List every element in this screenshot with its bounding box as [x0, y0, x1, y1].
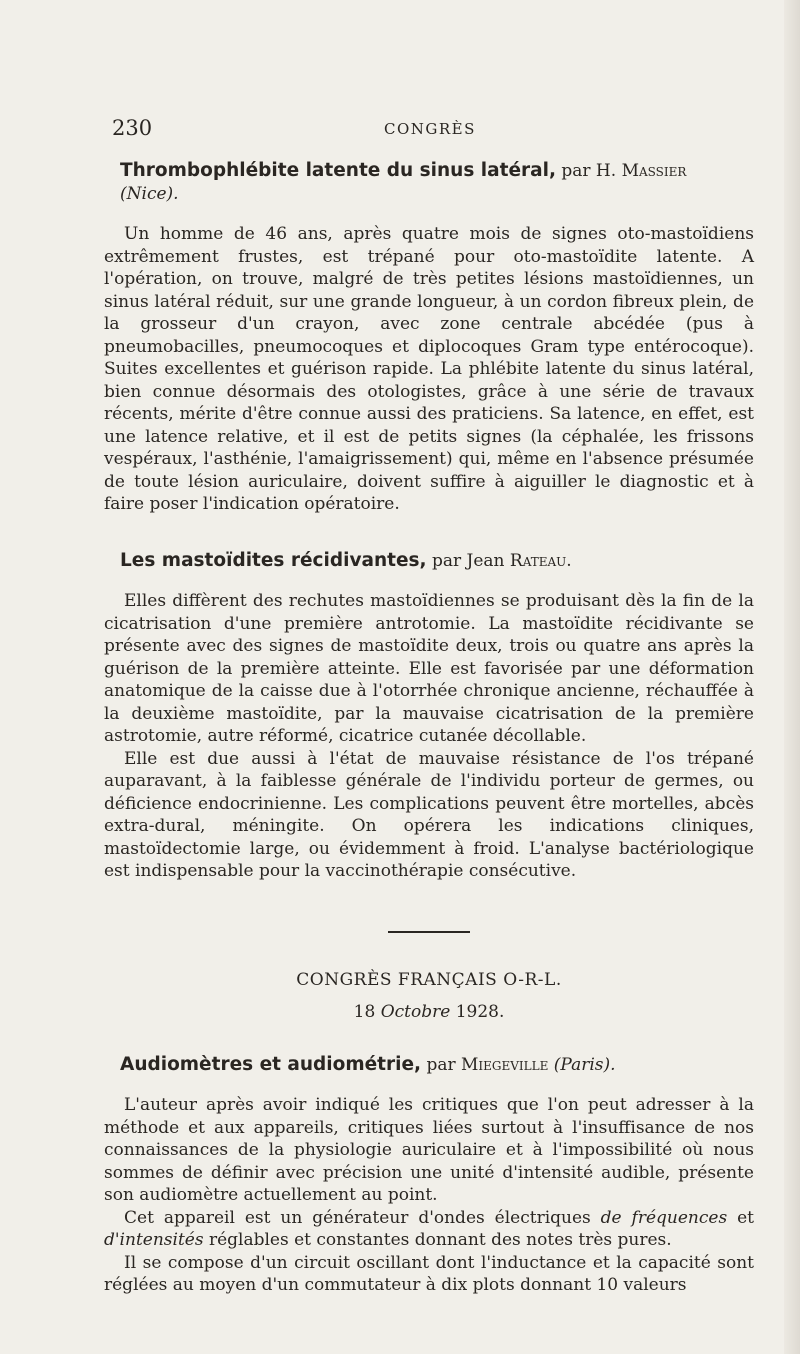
- article-paragraph: L'auteur après avoir indiqué les critiques que l'on peut adresser à la méthode et aux appareils, critiques liées surtout à l'insuffisance de nos connaissances de la physiologie auriculaire et à l'impossibilité où nous sommes de définir avec précision une unité d'intensité audible, présente son audiomètre actuellement au point.: [104, 1095, 754, 1205]
- author-name: Miegeville: [461, 1054, 549, 1075]
- article-mastoidites: [104, 550, 754, 883]
- byline-prefix: par H.: [555, 161, 622, 181]
- date-year: 1928.: [455, 1002, 505, 1022]
- article-title: [120, 550, 754, 573]
- congress-heading: CONGRÈS FRANÇAIS O-R-L.: [296, 969, 562, 990]
- paragraph-text: et: [727, 1207, 754, 1228]
- article-paragraph: Elles diffèrent des rechutes mastoïdiennes se produisant dès la fin de la cicatrisation d'une première antrotomie. La mastoïdite récidivante se présente avec des signes de mastoïdite deux, trois ou quatre ans après la guérison de la première atteinte. Elle est favorisée par une déformation anatomique de la caisse due à l'otorrhée chronique ancienne, réchauffée à la deuxième mastoïdite, par la mauvaise cicatrisation de la première astrotomie, autre réformé, cicatrice cutanée décollable.: [104, 591, 754, 746]
- author-place: (Nice).: [120, 183, 179, 204]
- author-name: Rateau.: [509, 550, 572, 571]
- paragraph-text: Cet appareil est un générateur d'ondes électriques: [124, 1207, 601, 1228]
- section-divider: [388, 931, 470, 933]
- paragraph-text: réglables et constantes donnant des notes très pures.: [203, 1230, 672, 1250]
- running-header: [112, 116, 752, 144]
- running-title: CONGRÈS: [384, 120, 476, 138]
- article-audiometres: [104, 1054, 754, 1297]
- emphasis-frequences: de fréquences: [600, 1207, 728, 1228]
- article-thrombophlebite: [104, 160, 754, 516]
- article-paragraph: [104, 1207, 754, 1252]
- page-edge-shadow: [784, 0, 800, 1354]
- article-title: [120, 1054, 754, 1077]
- text-block: [104, 160, 754, 1297]
- date-day: 18: [353, 1002, 376, 1022]
- article-title-text: Thrombophlébite latente du sinus latéral,: [120, 160, 556, 181]
- article-paragraph: Un homme de 46 ans, après quatre mois de signes oto-mastoïdiens extrêmement frustes, est trépané pour oto-mastoïdite latente. A l'opération, on trouve, malgré de très petites lésions mastoïdiennes, un sinus latéral réduit, sur une grande longueur, à un cordon fibreux plein, de la grosseur d'un crayon, avec zone centrale abcédée (pus à pneumobacilles, pneumocoques et diplocoques Gram type entérocoque). Suites excellentes et guérison rapide. La phlébite latente du sinus latéral, bien connue désormais des otologistes, grâce à une série de travaux récents, mérite d'être connue aussi des praticiens. Sa latence, en effet, est une latence relative, et il est de petits signes (la céphalée, les frissons vespéraux, l'asthénie, l'amaigrissement) qui, même en l'absence présumée de toute lésion auriculaire, doivent suffire à aiguiller le diagnostic et à faire poser l'indication opératoire.: [104, 224, 754, 514]
- article-title-text: Les mastoïdites récidivantes,: [120, 549, 427, 571]
- byline-prefix: par Jean: [426, 550, 510, 571]
- congress-date: [104, 1001, 754, 1024]
- byline-prefix: par: [421, 1054, 462, 1075]
- article-paragraph: Il se compose d'un circuit oscillant dont l'inductance et la capacité sont réglées au moyen d'un commutateur à dix plots donnant 10 valeurs: [104, 1252, 754, 1295]
- author-name: Massier: [621, 161, 687, 181]
- emphasis-intensites: d'intensités: [104, 1230, 204, 1250]
- article-title-text: Audiomètres et audiométrie,: [120, 1053, 422, 1075]
- article-paragraph: Elle est due aussi à l'état de mauvaise résistance de l'os trépané auparavant, à la faiblesse générale de l'individu porteur de germes, ou déficience endocrinienne. Les complications peuvent être mortelles, abcès extra-dural, méningite. On opérera les indications cliniques, mastoïdectomie large, ou évidemment à froid. L'analyse bactériologique est indispensable pour la vaccinothérapie consécutive.: [104, 748, 754, 881]
- page-number: 230: [112, 116, 153, 140]
- author-place: (Paris).: [553, 1054, 616, 1075]
- article-title: [120, 160, 754, 205]
- date-month: Octobre: [380, 1002, 451, 1022]
